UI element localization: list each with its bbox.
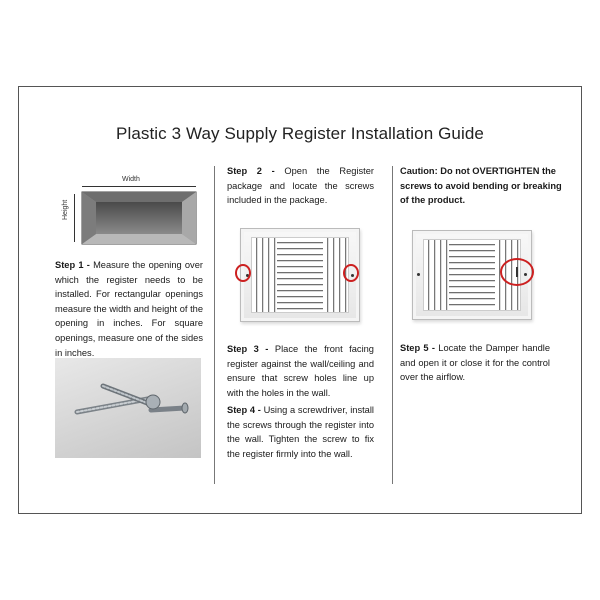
box-icon [58, 172, 208, 250]
register-louvers [251, 237, 349, 313]
step1-label: Step 1 - [55, 260, 90, 270]
column-divider-left [214, 166, 215, 484]
step3-text: Place the front facing register against the wall/ceiling and ensure that screw holes line up with the holes in the wall. [227, 344, 374, 398]
step5-block [400, 341, 550, 385]
screws-icon [55, 358, 201, 458]
step3-block [227, 342, 374, 400]
screws-image [55, 358, 201, 458]
column-divider-right [392, 166, 393, 484]
step2-block [227, 164, 374, 208]
step5-label: Step 5 - [400, 343, 435, 353]
highlight-ring-right [343, 264, 359, 282]
caution-block [400, 164, 570, 208]
step3-label: Step 3 - [227, 344, 269, 354]
step2-text: Open the Register package and locate the screws included in the package. [227, 166, 374, 206]
step4-label: Step 4 - [227, 405, 261, 415]
highlight-ring-left [235, 264, 251, 282]
height-label: Height [62, 199, 69, 220]
step4-text: Using a screwdriver, install the screws through the register into the wall. Tighten the screw to fix the register firmly into the wall. [227, 405, 374, 459]
step1-text: Measure the opening over which the register needs to be installed. For rectangular openings measure the width and height of the opening in inches. For square openings, measure one of the sides in inches. [55, 260, 203, 358]
step4-block [227, 403, 374, 461]
width-label: Width [122, 176, 140, 183]
step1-block [55, 258, 203, 360]
page-title: Plastic 3 Way Supply Register Installation Guide [116, 124, 484, 143]
caution-text: Caution: Do not OVERTIGHTEN the screws to avoid bending or breaking of the product. [400, 166, 562, 206]
screw-hole-left-2 [417, 273, 420, 276]
register-image-front [240, 228, 360, 322]
highlight-ring-damper [500, 258, 534, 286]
step5-text: Locate the Damper handle and open it or close it for the control over the airflow. [400, 343, 550, 383]
opening-box-diagram [58, 172, 208, 250]
step2-label: Step 2 - [227, 166, 275, 176]
